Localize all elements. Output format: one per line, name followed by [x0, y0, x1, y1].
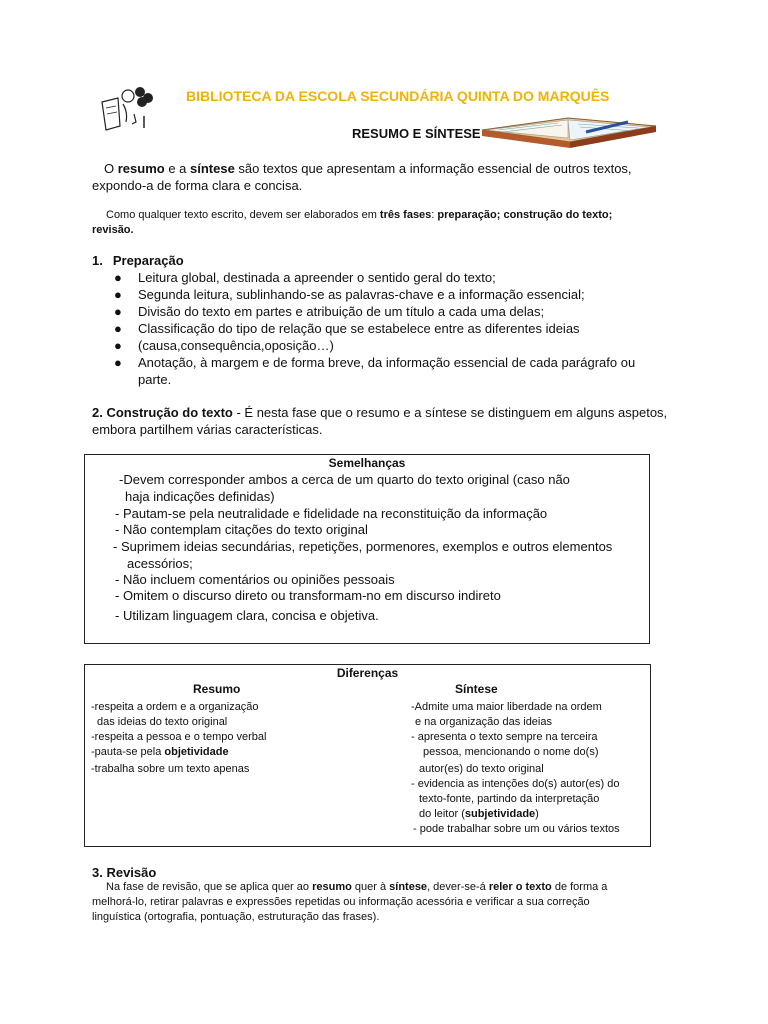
library-logo-icon	[96, 82, 160, 136]
section2-paragraph: 2. Construção do texto - É nesta fase que o resumo e a síntese se distinguem em alguns aspetos, embora partilhem várias características.	[92, 405, 668, 437]
similarity-item: - Utilizam linguagem clara, concisa e objetiva.	[115, 608, 379, 623]
list-item: ● Classificação do tipo de relação que se estabelece entre as diferentes ideias	[114, 321, 580, 336]
revision-paragraph: Na fase de revisão, que se aplica quer ao resumo quer à síntese, dever-se-á reler o texto de forma a melhorá-lo, retirar palavras e expressões repetidas ou informação acessória e verificar a sua correção linguística (ortografia, pontuação, estruturação das frases).	[92, 881, 608, 923]
similarity-item: - Suprimem ideias secundárias, repetições, pormenores, exemplos e outros elementos	[113, 539, 613, 554]
page-title: BIBLIOTECA DA ESCOLA SECUNDÁRIA QUINTA DO MARQUÊS	[186, 88, 610, 104]
similarity-item: haja indicações definidas)	[125, 489, 275, 504]
differences-heading: Diferenças	[336, 666, 399, 680]
phases-paragraph: Como qualquer texto escrito, devem ser elaborados em três fases: preparação; construção do texto; revisão.	[92, 209, 613, 236]
similarity-item: -Devem corresponder ambos a cerca de um quarto do texto original (caso não	[119, 472, 570, 487]
list-item: ● Segunda leitura, sublinhando-se as palavras-chave e a informação essencial;	[114, 287, 585, 302]
similarities-heading: Semelhanças	[328, 456, 406, 470]
open-book-icon	[478, 108, 660, 152]
similarity-item: - Não contemplam citações do texto original	[115, 522, 368, 537]
list-item: ● Leitura global, destinada a apreender o sentido geral do texto;	[114, 270, 496, 285]
similarities-box	[84, 454, 650, 644]
similarity-item: - Não incluem comentários ou opiniões pessoais	[115, 572, 395, 587]
preparation-list	[114, 269, 660, 388]
sintese-column: -Admite uma maior liberdade na ordem e na organização das ideias - apresenta o texto sempre na terceira pessoa, mencionando o nome do(s) autor(es) do texto original - evidencia as intenções do(s) autor(es) do texto-fonte, partindo da interpretação do leitor (subjetividade) - pode trabalhar sobre um ou vários textos	[411, 701, 620, 835]
intro-paragraph: O resumo e a síntese são textos que apresentam a informação essencial de outros textos, expondo-a de forma clara e concisa.	[92, 161, 632, 193]
list-item: ● Anotação, à margem e de forma breve, da informação essencial de cada parágrafo ou	[114, 355, 636, 370]
section3-heading: 3. Revisão	[92, 865, 157, 880]
section1-heading: 1. Preparação	[92, 253, 184, 268]
list-item-continuation: parte.	[138, 372, 172, 387]
similarity-item: - Pautam-se pela neutralidade e fidelidade na reconstituição da informação	[115, 506, 548, 521]
resumo-column-heading: Resumo	[193, 682, 241, 696]
similarity-item: - Omitem o discurso direto ou transformam-no em discurso indireto	[115, 588, 501, 603]
similarity-item: acessórios;	[127, 556, 193, 571]
differences-box	[84, 664, 651, 847]
page-subtitle: RESUMO E SÍNTESE	[352, 126, 481, 141]
resumo-column: -respeita a ordem e a organização das ideias do texto original -respeita a pessoa e o tempo verbal -pauta-se pela objetividade -trabalha sobre um texto apenas	[91, 701, 267, 775]
sintese-column-heading: Síntese	[455, 682, 498, 696]
list-item: ● Divisão do texto em partes e atribuição de um título a cada uma delas;	[114, 304, 545, 319]
list-item: ● (causa,consequência,oposição…)	[114, 338, 334, 353]
